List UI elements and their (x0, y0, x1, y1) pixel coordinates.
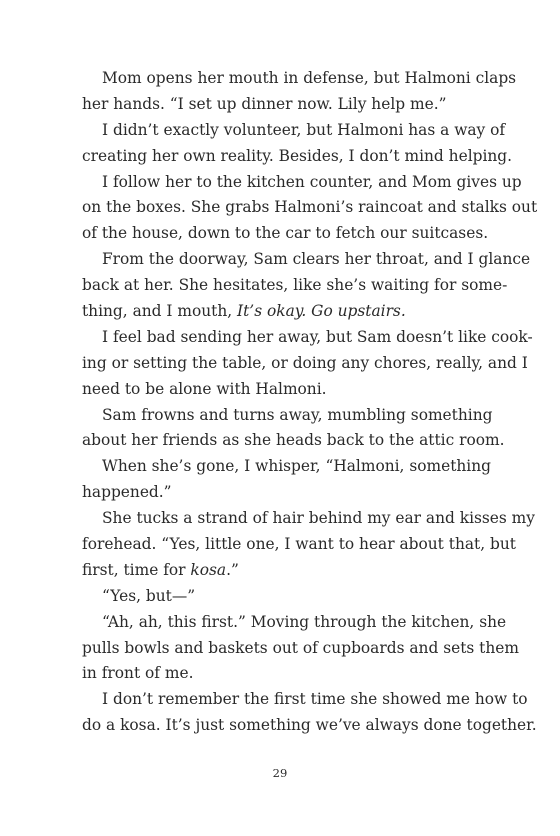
text-line: forehead. “Yes, little one, I want to hear about that, but (82, 535, 516, 554)
text-line: “Ah, ah, this first.” Moving through the kitchen, she (102, 612, 507, 631)
italic-text: It’s okay. Go upstairs. (237, 302, 406, 321)
text-line: I follow her to the kitchen counter, and Mom gives up (102, 172, 522, 191)
page-body (82, 66, 538, 739)
text-line: need to be alone with Halmoni. (82, 379, 327, 398)
text-line: about her friends as she heads back to the attic room. (82, 431, 505, 450)
text-line: Sam frowns and turns away, mumbling something (102, 405, 493, 424)
text-line: ing or setting the table, or doing any chores, really, and I (82, 353, 528, 372)
text-line (82, 558, 485, 584)
text-line: on the boxes. She grabs Halmoni’s raincoat and stalks out (82, 198, 538, 217)
text-line: back at her. She hesitates, like she’s waiting for some- (82, 276, 508, 295)
text-line: She tucks a strand of hair behind my ear and kisses my (102, 509, 535, 528)
text-segment: thing, and I mouth, (82, 302, 238, 321)
italic-text: kosa (190, 560, 227, 579)
text-line (82, 299, 485, 325)
text-line: of the house, down to the car to fetch our suitcases. (82, 224, 489, 243)
text-line: do a kosa. It’s just something we’ve always done together. (82, 716, 537, 735)
text-line: happened.” (82, 483, 172, 502)
page-number: 29 (272, 766, 288, 780)
text-line: From the doorway, Sam clears her throat, and I glance (102, 250, 531, 269)
text-segment: .” (226, 560, 239, 579)
text-line: her hands. “I set up dinner now. Lily help me.” (82, 94, 447, 113)
text-line: pulls bowls and baskets out of cupboards and sets them (82, 638, 519, 657)
text-line: I didn’t exactly volunteer, but Halmoni has a way of (102, 120, 506, 139)
text-line: creating her own reality. Besides, I don’t mind helping. (82, 146, 513, 165)
text-line: “Yes, but—” (102, 586, 196, 605)
text-line: I don’t remember the first time she showed me how to (102, 690, 528, 709)
text-line: Mom opens her mouth in defense, but Halmoni claps (102, 69, 517, 87)
text-line: When she’s gone, I whisper, “Halmoni, something (102, 457, 491, 476)
text-segment: first, time for (82, 560, 191, 579)
text-line: in front of me. (82, 664, 194, 683)
text-line: I feel bad sending her away, but Sam doesn’t like cook- (102, 327, 533, 346)
